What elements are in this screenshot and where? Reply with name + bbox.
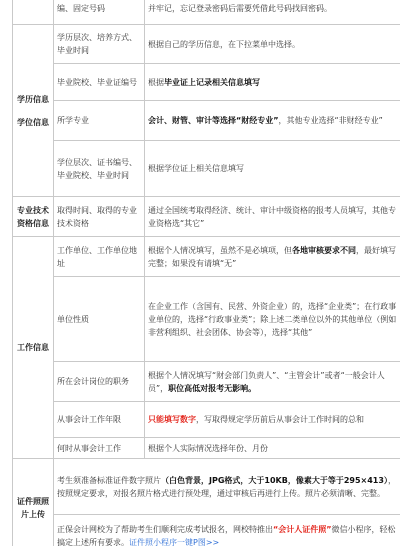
table-row [13,141,400,197]
photo-miniprogram-link[interactable]: 证件照小程序一键P图>> [129,537,220,546]
row-label: 所学专业 [54,101,145,141]
row-label: 单位性质 [54,277,145,362]
category-label: 学位信息 [17,117,49,127]
row-label: 所在会计岗位的职务 [54,362,145,402]
description-emphasis: 毕业证上记录相关信息填写 [164,77,260,87]
description-text: 根据个人情况填写“财会部门负责人”、“主管会计”或者“一般会计人员”， [148,370,385,393]
row-description [145,402,400,438]
category-professional-title [13,197,54,237]
description-text: 根据个人情况填写，虽然不是必填项，但 [148,245,292,255]
row-label: 何时从事会计工作 [54,438,145,459]
category-label: 专业技术 [17,205,49,215]
row-description [145,101,400,141]
row-label: 毕业院校、毕业证编号 [54,64,145,101]
row-description: 通过全国统考取得经济、统计、审计中级资格的报考人员填写，其他专业资格选“其它” [145,197,400,237]
row-description: 根据自己的学历信息，在下拉菜单中选择。 [145,25,400,64]
table-row [13,0,400,25]
description-text: 根据 [148,77,164,87]
table-row [13,362,400,402]
table-row [13,402,400,438]
description-text: ，写取得规定学历前后从事会计工作时间的总和 [196,415,364,424]
table-row [13,277,400,362]
description-text: 考生须准备标准证件数字照片 [57,475,161,485]
row-description: 根据学位证上相关信息填写 [145,141,400,197]
category-label: 片上传 [21,509,45,519]
table-row [13,438,400,459]
category-label: 资格信息 [17,218,49,228]
row-label: 工作单位、工作单位地址 [54,237,145,277]
row-label: 从事会计工作年限 [54,402,145,438]
table-cell [13,0,54,25]
category-label: 证件照照 [17,496,49,506]
description-emphasis: （白色背景，JPG格式，大于10KB，像素大于等于295×413） [161,475,388,485]
table-row [13,237,400,277]
row-description [54,459,400,515]
description-emphasis: 各地审核要求不同 [292,245,356,255]
description-emphasis: 职位高低对报考无影响。 [168,383,257,393]
row-label: 编、固定号码 [54,0,145,25]
description-text: 微信小程序，轻松搞定上述所有要求。 [57,524,396,546]
table-row [13,101,400,141]
table-row [13,25,400,64]
description-highlight: “会计人证件照” [273,524,332,534]
table-row [13,515,400,546]
table-row [13,64,400,101]
row-label: 取得时间、取得的专业技术资格 [54,197,145,237]
category-education [13,25,54,197]
table-row [13,197,400,237]
row-description: 根据个人实际情况选择年份、月份 [145,438,400,459]
row-label: 学历层次、培养方式、毕业时间 [54,25,145,64]
category-work: 工作信息 [13,237,54,459]
row-description [145,64,400,101]
row-description: 并牢记，忘记登录密码后需要凭借此号码找回密码。 [145,0,400,25]
description-text: ，按照规定要求，对报名照片格式进行预处理，通过审核后再进行上传。照片必须清晰、完整。 [57,475,396,498]
row-description [145,237,400,277]
row-description [145,362,400,402]
description-text: 正保会计网校为了帮助考生们顺利完成考试报名，网校特推出 [57,524,273,534]
description-emphasis: 会计、财管、审计等选择“财经专业” [148,116,279,125]
description-text: ，最好填写完整；如果没有请填“无” [148,245,396,268]
row-description: 在企业工作（含国有、民营、外资企业）的，选择“企业类”；在行政事业单位的，选择“行政事业类”；除上述二类单位以外的其他单位（例如非营利组织、社会团体、协会等），选择“其他” [145,277,400,362]
description-text: ，其他专业选择“非财经专业” [278,116,383,125]
row-description [54,515,400,546]
registration-info-table [12,0,400,546]
table-row [13,459,400,515]
category-label: 学历信息 [17,94,49,104]
row-label: 学位层次、证书编号、毕业院校、毕业时间 [54,141,145,197]
category-photo [13,459,54,546]
description-highlight: 只能填写数字 [148,415,196,424]
